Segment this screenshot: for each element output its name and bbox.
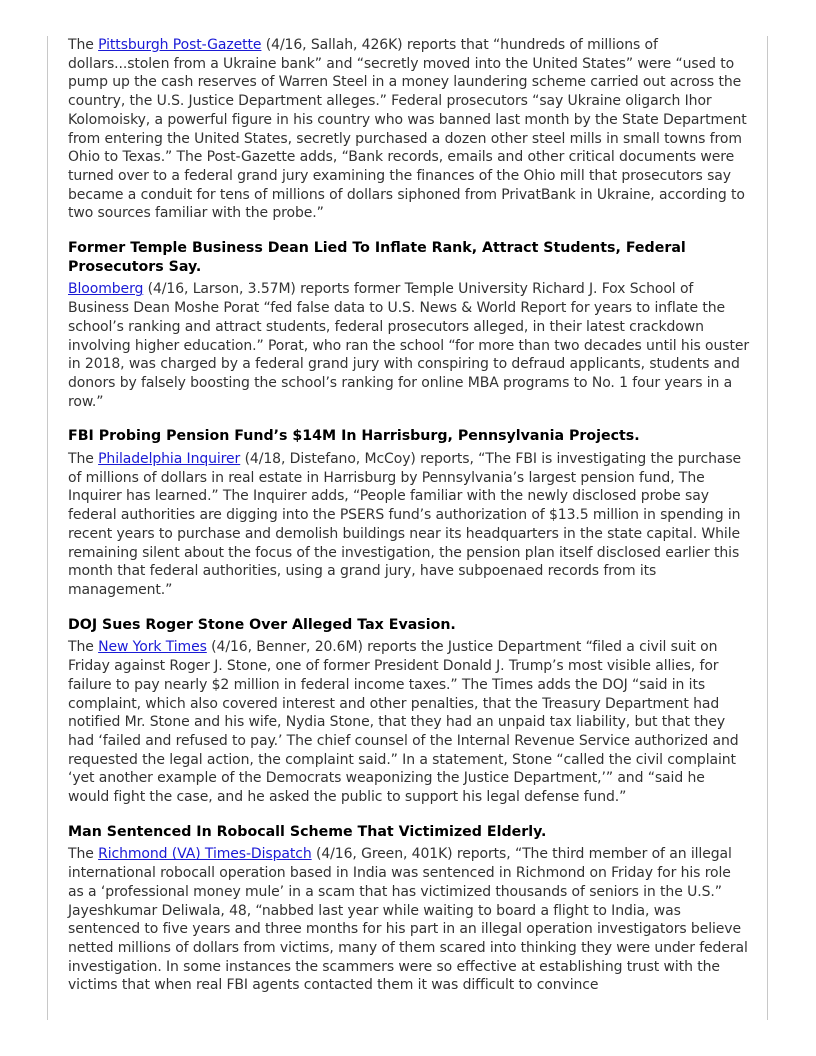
article-intro: The bbox=[68, 37, 99, 53]
article-headline: DOJ Sues Roger Stone Over Alleged Tax Evasion. bbox=[68, 616, 456, 633]
article-intro: The bbox=[68, 639, 99, 656]
article-body: (4/16, Larson, 3.57M) reports former Temple University Richard J. Fox School of Business Dean Moshe Porat “fed false data to U.S. News & World Report for years to inflate the school’s ranking and attract students, federal prosecutors alleged, in their latest crackdown involving higher education.” Porat, who ran the school “for more than two decades until his ouster in 2018, was charged by a federal grand jury with conspiring to defraud applicants, students and donors by falsely boosting the school’s ranking for online MBA programs to No. 1 four years in a row.” bbox=[68, 281, 750, 410]
source-link-pittsburgh-post-gazette[interactable]: Pittsburgh Post-Gazette bbox=[98, 37, 262, 53]
article-paragraph bbox=[68, 845, 750, 995]
right-margin-rule bbox=[767, 36, 768, 1020]
article-intro: The bbox=[68, 846, 99, 863]
article-paragraph bbox=[68, 280, 750, 411]
article-body: (4/18, Distefano, McCoy) reports, “The FBI is investigating the purchase of millions of dollars in real estate in Harrisburg by Pennsylvania’s largest pension fund, The Inquirer has learned.” The Inquirer adds, “People familiar with the newly disclosed probe say federal authorities are digging into the PSERS fund’s authorization of $13.5 million in spending in recent years to purchase and demolish buildings near its headquarters in the state capital. While remaining silent about the focus of the investigation, the pension plan itself disclosed earlier this month that federal authorities, using a grand jury, have subpoenaed records from its management.” bbox=[68, 451, 742, 598]
article-intro: The bbox=[68, 451, 99, 468]
source-link-richmond-times-dispatch[interactable]: Richmond (VA) Times-Dispatch bbox=[98, 846, 312, 863]
article-body: (4/16, Sallah, 426K) reports that “hundreds of millions of dollars...stolen from a Ukraine bank” and “secretly moved into the United States” were “used to pump up the cash reserves of Warren Steel in a money laundering scheme carried out across the country, the U.S. Justice Department alleges.” Federal prosecutors “say Ukraine oligarch Ihor Kolomoisky, a powerful figure in his country who was banned last month by the State Department from entering the United States, secretly purchased a dozen other steel mills in small towns from Ohio to Texas.” The Post-Gazette adds, “Bank records, emails and other critical documents were turned over to a federal grand jury examining the finances of the Ohio mill that prosecutors say became a conduit for tens of millions of dollars siphoned from PrivatBank in Ukraine, according to two sources familiar with the probe.” bbox=[68, 37, 747, 222]
source-link-philadelphia-inquirer[interactable]: Philadelphia Inquirer bbox=[98, 451, 241, 468]
article-headline: Man Sentenced In Robocall Scheme That Victimized Elderly. bbox=[68, 823, 547, 840]
source-link-new-york-times[interactable]: New York Times bbox=[98, 639, 207, 656]
article-paragraph bbox=[68, 450, 750, 600]
article-body: (4/16, Green, 401K) reports, “The third member of an illegal international robocall operation based in India was sentenced in Richmond on Friday for his role as a ‘professional money mule’ in a scam that has victimized thousands of seniors in the U.S.” Jayeshkumar Deliwala, 48, “nabbed last year while waiting to board a flight to India, was sentenced to five years and three months for his part in an illegal operation investigators believe netted millions of dollars from victims, many of them scared into thinking they were under federal investigation. In some instances the scammers were so effective at establishing trust with the victims that when real FBI agents contacted them it was difficult to convince bbox=[68, 846, 748, 994]
article-headline: FBI Probing Pension Fund’s $14M In Harrisburg, Pennsylvania Projects. bbox=[68, 428, 640, 445]
article-paragraph bbox=[68, 36, 750, 223]
source-link-bloomberg[interactable]: Bloomberg bbox=[68, 281, 144, 298]
left-margin-rule bbox=[47, 36, 48, 1020]
document-content bbox=[68, 36, 750, 995]
article-body: (4/16, Benner, 20.6M) reports the Justice Department “filed a civil suit on Friday against Roger J. Stone, one of former President Donald J. Trump’s most visible allies, for failure to pay nearly $2 million in federal income taxes.” The Times adds the DOJ “said in its complaint, which also covered interest and other penalties, that the Treasury Department had notified Mr. Stone and his wife, Nydia Stone, that they had an unpaid tax liability, but that they had ‘failed and refused to pay.’ The chief counsel of the Internal Revenue Service authorized and requested the legal action, the complaint said.” In a statement, Stone “called the civil complaint ‘yet another example of the Democrats weaponizing the Justice Department,’” and “said he would fight the case, and he asked the public to support his legal defense fund.” bbox=[68, 639, 739, 806]
article-headline: Former Temple Business Dean Lied To Inflate Rank, Attract Students, Federal Prosecutors Say. bbox=[68, 240, 686, 275]
article-paragraph bbox=[68, 638, 750, 806]
